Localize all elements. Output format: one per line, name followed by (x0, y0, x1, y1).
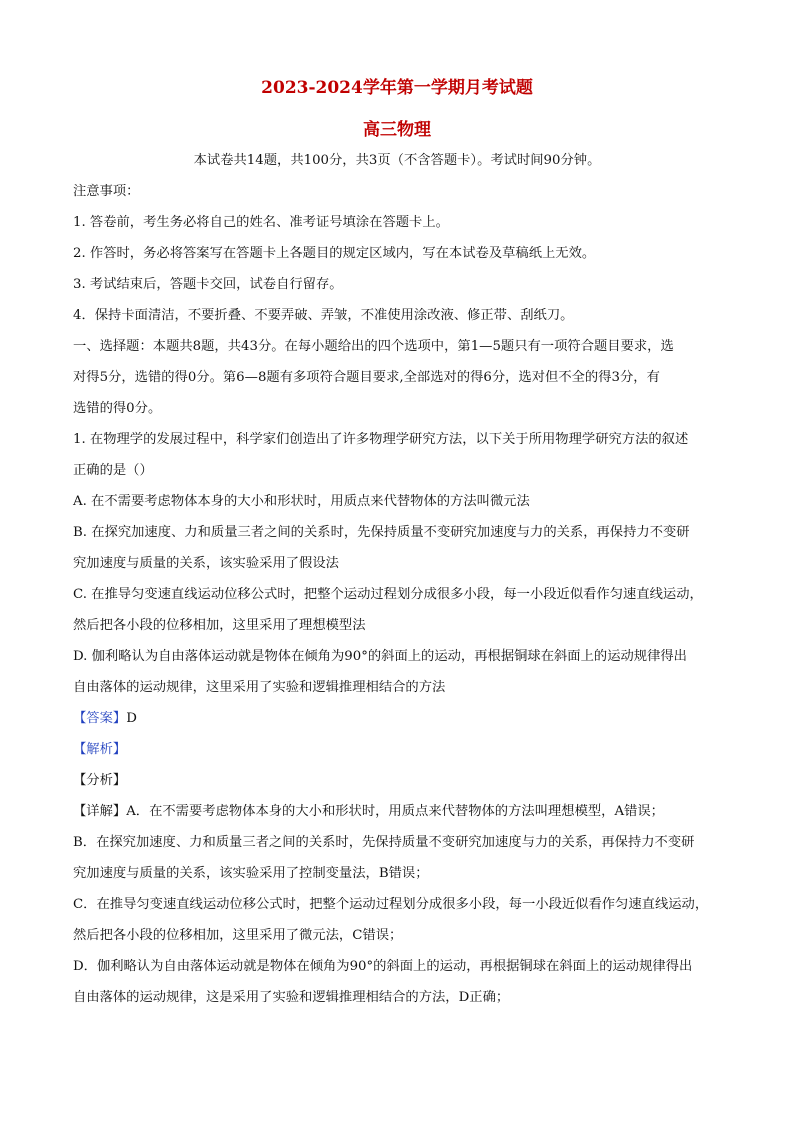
note-item: 3. 考试结束后，答题卡交回，试卷自行留存。 (73, 277, 343, 292)
note-item: 2. 作答时，务必将答案写在答题卡上各题目的规定区域内，写在本试卷及草稿纸上无效。 (73, 246, 596, 261)
detail-label: 【详解】 (73, 804, 127, 819)
option-b: B. 在探究加速度、力和质量三者之间的关系时，先保持质量不变研究加速度与力的关系，再保持力不变研 (73, 525, 690, 540)
detail-text: 然后把各小段的位移相加，这里采用了微元法，C错误； (73, 928, 403, 943)
section-instructions: 对得5分，选错的得0分。第6—8题有多项符合题目要求,全部选对的得6分，选对但不全的得3分，有 (73, 370, 660, 385)
question-stem: 1. 在物理学的发展过程中，科学家们创造出了许多物理学研究方法，以下关于所用物理学研究方法的叙述 (73, 432, 689, 447)
answer-line (73, 710, 723, 728)
section-instructions: 选错的得0分。 (73, 401, 162, 416)
note-item: 1. 答卷前，考生务必将自己的姓名、准考证号填涂在答题卡上。 (73, 215, 449, 230)
answer-value: D (126, 711, 137, 726)
exam-subject: 高三物理 (363, 120, 431, 140)
question-stem: 正确的是（） (73, 463, 153, 478)
exam-title: 2023-2024学年第一学期月考试题 (261, 78, 533, 98)
notes-heading: 注意事项： (73, 184, 140, 199)
section-instructions: 一、选择题：本题共8题，共43分。在每小题给出的四个选项中，第1—5题只有一项符合题目要求，选 (73, 339, 674, 354)
option-d-cont: 自由落体的运动规律，这里采用了实验和逻辑推理相结合的方法 (73, 680, 446, 695)
exam-info: 本试卷共14题，共100分，共3页（不含答题卡）。考试时间90分钟。 (193, 153, 601, 168)
option-c: C. 在推导匀变速直线运动位移公式时，把整个运动过程划分成很多小段，每一小段近似看作匀速直线运动， (73, 587, 703, 602)
note-item: 4．保持卡面清洁，不要折叠、不要弄破、弄皱，不准使用涂改液、修正带、刮纸刀。 (73, 308, 574, 323)
detail-text: B．在探究加速度、力和质量三者之间的关系时，先保持质量不变研究加速度与力的关系，再保持力不变研 (73, 835, 695, 850)
detail-text: 究加速度与质量的关系，该实验采用了控制变量法，B错误； (73, 866, 429, 881)
detail-text: D．伽利略认为自由落体运动就是物体在倾角为90°的斜面上的运动，再根据铜球在斜面上的运动规律得出 (73, 959, 693, 974)
option-b-cont: 究加速度与质量的关系，该实验采用了假设法 (73, 556, 339, 571)
option-d: D. 伽利略认为自由落体运动就是物体在倾角为90°的斜面上的运动，再根据铜球在斜面上的运动规律得出 (73, 649, 687, 664)
detail-text: 自由落体的运动规律，这是采用了实验和逻辑推理相结合的方法，D正确； (73, 990, 510, 1005)
detail-line (73, 803, 723, 821)
detail-text: C．在推导匀变速直线运动位移公式时，把整个运动过程划分成很多小段，每一小段近似看作匀速直线运动， (73, 897, 709, 912)
answer-label: 【答案】 (73, 711, 127, 726)
detail-text: A．在不需要考虑物体本身的大小和形状时，用质点来代替物体的方法叫理想模型，A错误； (126, 804, 664, 819)
analysis-label: 【解析】 (73, 742, 127, 757)
option-c-cont: 然后把各小段的位移相加，这里采用了理想模型法 (73, 618, 366, 633)
fenxi-label: 【分析】 (73, 773, 127, 788)
option-a: A. 在不需要考虑物体本身的大小和形状时，用质点来代替物体的方法叫微元法 (73, 494, 530, 509)
